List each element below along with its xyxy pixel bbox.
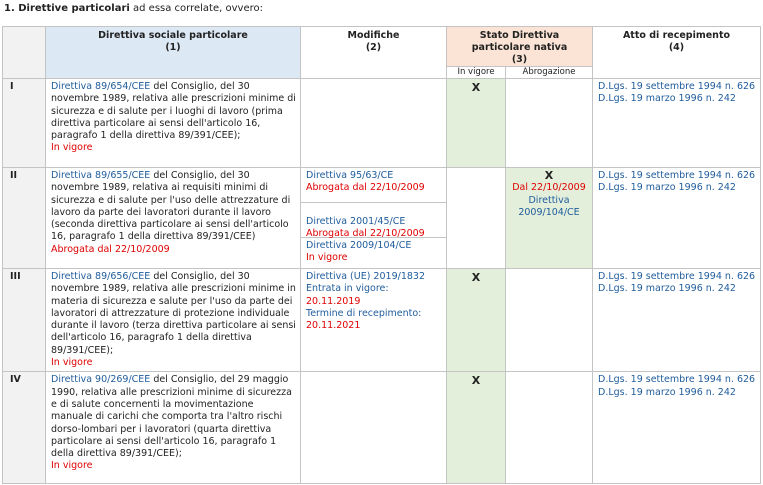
- modifica-status: Abrogata dal 22/10/2009: [306, 228, 425, 240]
- atto-cell: [593, 168, 761, 269]
- abrogazione-date: Dal 22/10/2009: [512, 182, 586, 194]
- atto-link-1[interactable]: D.Lgs. 19 settembre 1994 n. 626: [598, 170, 756, 181]
- modifica-link[interactable]: Direttiva 2001/45/CE: [306, 216, 406, 227]
- directive-link[interactable]: Direttiva 89/656/CEE: [51, 271, 151, 282]
- table-row: [3, 372, 761, 484]
- directive-cell: [46, 79, 301, 168]
- table-row: [3, 168, 761, 269]
- modifiche-cell: [301, 372, 447, 484]
- directives-table: [2, 26, 761, 484]
- table-row: [3, 79, 761, 168]
- modifica-link[interactable]: Direttiva 2009/104/CE: [306, 240, 412, 251]
- in-vigore-cell: [447, 168, 506, 269]
- atto-cell: [593, 372, 761, 484]
- entry-label: Entrata in vigore:: [306, 283, 389, 295]
- directive-link[interactable]: Direttiva 89/655/CEE: [51, 170, 151, 181]
- modifica-link[interactable]: Direttiva (UE) 2019/1832: [306, 271, 425, 282]
- abrogazione-cell: [506, 79, 593, 168]
- atto-link-2[interactable]: D.Lgs. 19 marzo 1996 n. 242: [598, 182, 736, 194]
- header-col3-num: (3): [511, 54, 528, 65]
- header-col3-title-2: particolare nativa: [471, 42, 568, 53]
- term-label: Termine di recepimento:: [306, 307, 422, 319]
- header-col3: [447, 27, 593, 67]
- table-row: [3, 269, 761, 372]
- abrogazione-cell: [506, 168, 593, 269]
- row-number: II: [3, 168, 46, 269]
- section-intro: [4, 2, 263, 15]
- header-col1-num: (1): [165, 42, 181, 53]
- header-sub-in-vigore: In vigore: [447, 67, 506, 79]
- header-sub-abrogazione: Abrogazione: [506, 67, 593, 79]
- header-col2-num: (2): [365, 42, 382, 53]
- header-col2-title: Modifiche: [347, 30, 400, 41]
- modifica-status: In vigore: [306, 252, 348, 264]
- modifiche-cell: [301, 269, 447, 372]
- atto-link-1[interactable]: D.Lgs. 19 settembre 1994 n. 626: [598, 81, 756, 92]
- abrogazione-mark: X: [544, 169, 554, 182]
- directive-status: Abrogata dal 22/10/2009: [51, 243, 170, 255]
- header-col3-title-1: Stato Direttiva: [479, 30, 560, 41]
- directive-link[interactable]: Direttiva 90/269/CEE: [51, 374, 151, 386]
- directive-text: del Consiglio, del 29 maggio 1990, relativa alle prescrizioni minime di sicurezza e di salute concernenti la movimentazione manuale di carichi che comporta tra l'altro rischi dorso-lombari per i lavoratori (quarta direttiva particolare ai sensi dell'articolo 16, paragrafo 1 della direttiva 89/391/CEE);: [51, 374, 292, 460]
- header-num-cell: [3, 27, 46, 79]
- row-number: I: [3, 79, 46, 168]
- modifica-entry: [301, 168, 446, 203]
- directive-cell: [46, 269, 301, 372]
- directive-cell: [46, 372, 301, 484]
- row-number: III: [3, 269, 46, 372]
- header-col4-title: Atto di recepimento: [622, 30, 731, 41]
- modifiche-cell: [301, 79, 447, 168]
- atto-link-2[interactable]: D.Lgs. 19 marzo 1996 n. 242: [598, 283, 736, 295]
- directive-link[interactable]: Direttiva 89/654/CEE: [51, 81, 151, 92]
- directive-text: del Consiglio, del 30 novembre 1989, relativa ai requisiti minimi di sicurezza e di salute per l'uso delle attrezzature di lavoro da parte dei lavoratori durante il lavoro (seconda direttiva particolare ai sensi dell'articolo 16, paragrafo 1 della direttiva 89/391/CEE): [51, 170, 291, 243]
- abrogazione-cell: [506, 372, 593, 484]
- term-date: 20.11.2021: [306, 320, 361, 332]
- modifica-entry: [301, 203, 446, 238]
- modifica-link[interactable]: Direttiva 95/63/CE: [306, 170, 394, 181]
- header-col4-num: (4): [668, 42, 685, 53]
- in-vigore-mark: X: [447, 372, 506, 484]
- atto-link-1[interactable]: D.Lgs. 19 settembre 1994 n. 626: [598, 374, 756, 386]
- directive-text: del Consiglio, del 30 novembre 1989, relativa alle prescrizioni minime di sicurezza e di salute per i luoghi di lavoro (prima direttiva particolare ai sensi dell'articolo 16, paragrafo 1 della direttiva 89/391/CEE);: [51, 81, 296, 142]
- section-title: 1. Direttive particolari: [4, 3, 130, 14]
- abrogazione-link[interactable]: Direttiva 2009/104/CE: [518, 194, 580, 218]
- atto-cell: [593, 269, 761, 372]
- modifica-status: Abrogata dal 22/10/2009: [306, 182, 425, 194]
- header-col4: [593, 27, 761, 79]
- atto-link-1[interactable]: D.Lgs. 19 settembre 1994 n. 626: [598, 271, 756, 282]
- header-col2: [301, 27, 447, 79]
- header-col1-title: Direttiva sociale particolare: [98, 30, 248, 41]
- atto-link-2[interactable]: D.Lgs. 19 marzo 1996 n. 242: [598, 386, 736, 398]
- header-col1: [46, 27, 301, 79]
- entry-date: 20.11.2019: [306, 295, 361, 307]
- row-number: IV: [3, 372, 46, 484]
- directive-status: In vigore: [51, 142, 93, 154]
- section-intro-text: ad essa correlate, ovvero:: [129, 3, 263, 14]
- in-vigore-mark: X: [447, 79, 506, 168]
- modifica-entry: [301, 238, 446, 267]
- directive-cell: [46, 168, 301, 269]
- in-vigore-mark: X: [447, 269, 506, 372]
- modifiche-cell: [301, 168, 447, 269]
- abrogazione-cell: [506, 269, 593, 372]
- atto-link-2[interactable]: D.Lgs. 19 marzo 1996 n. 242: [598, 93, 736, 105]
- directive-text: del Consiglio, del 30 novembre 1989, relativa alle prescrizioni minime in materia di sicurezza e salute per l'uso da parte dei lavoratori di attrezzature di protezione individuale durante il lavoro (terza direttiva particolare ai sensi dell'articolo 16, paragrafo 1 della direttiva 89/391/CEE);: [51, 271, 296, 356]
- atto-cell: [593, 79, 761, 168]
- directive-status: In vigore: [51, 357, 93, 369]
- directive-status: In vigore: [51, 460, 93, 472]
